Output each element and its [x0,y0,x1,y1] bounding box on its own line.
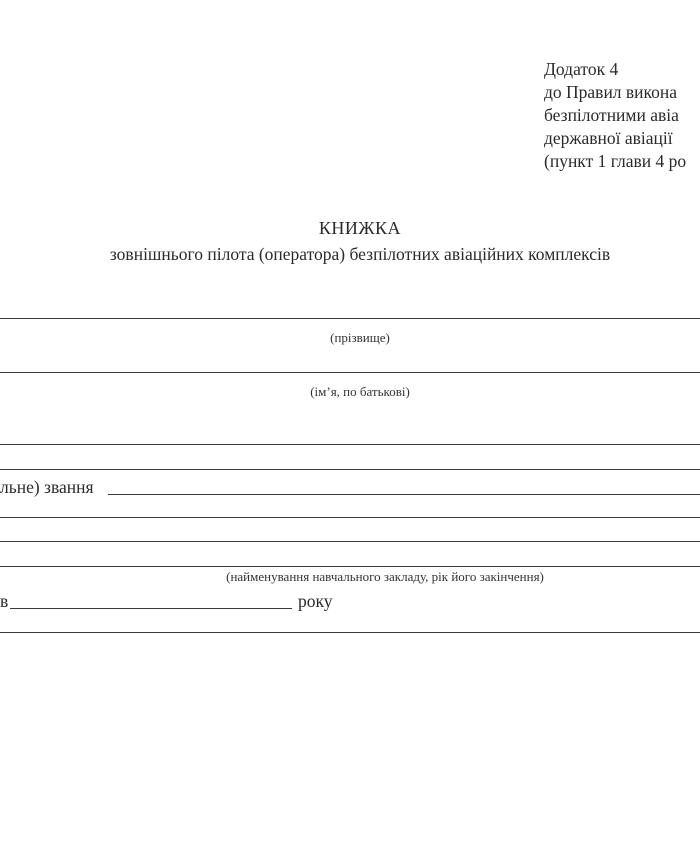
appendix-line-5: (пункт 1 глави 4 ро [544,151,687,171]
education-line-1[interactable] [0,517,700,518]
year-suffix-wrap [298,591,333,612]
blank-line-1[interactable] [0,444,700,445]
education-caption: (найменування навчального закладу, рік його закінчення) [226,569,544,584]
education-line-2[interactable] [0,541,700,542]
final-line[interactable] [0,632,700,633]
year-line[interactable] [10,608,292,609]
year-suffix: року [298,591,333,611]
appendix-line-4: державної авіації [544,128,673,148]
document-subtitle: зовнішнього пілота (оператора) безпілотних авіаційних комплексів [109,244,611,264]
name-caption: (ім’я, по батькові) [310,384,410,399]
surname-caption: (прізвище) [330,330,390,345]
name-line[interactable] [0,372,700,373]
rank-label: льне) звання [0,477,94,497]
rank-line[interactable] [108,494,700,495]
appendix-line-3: безпілотними авіа [544,105,679,125]
rank-row [0,477,94,498]
blank-line-2[interactable] [0,469,700,470]
surname-line[interactable] [0,318,700,319]
appendix-line-1: Додаток 4 [544,59,619,79]
year-row [0,591,8,612]
year-prefix: в [0,591,9,611]
appendix-block [544,58,686,173]
document-title: КНИЖКА [318,218,402,238]
education-line-3[interactable] [0,566,700,567]
appendix-line-2: до Правил викона [544,82,678,102]
